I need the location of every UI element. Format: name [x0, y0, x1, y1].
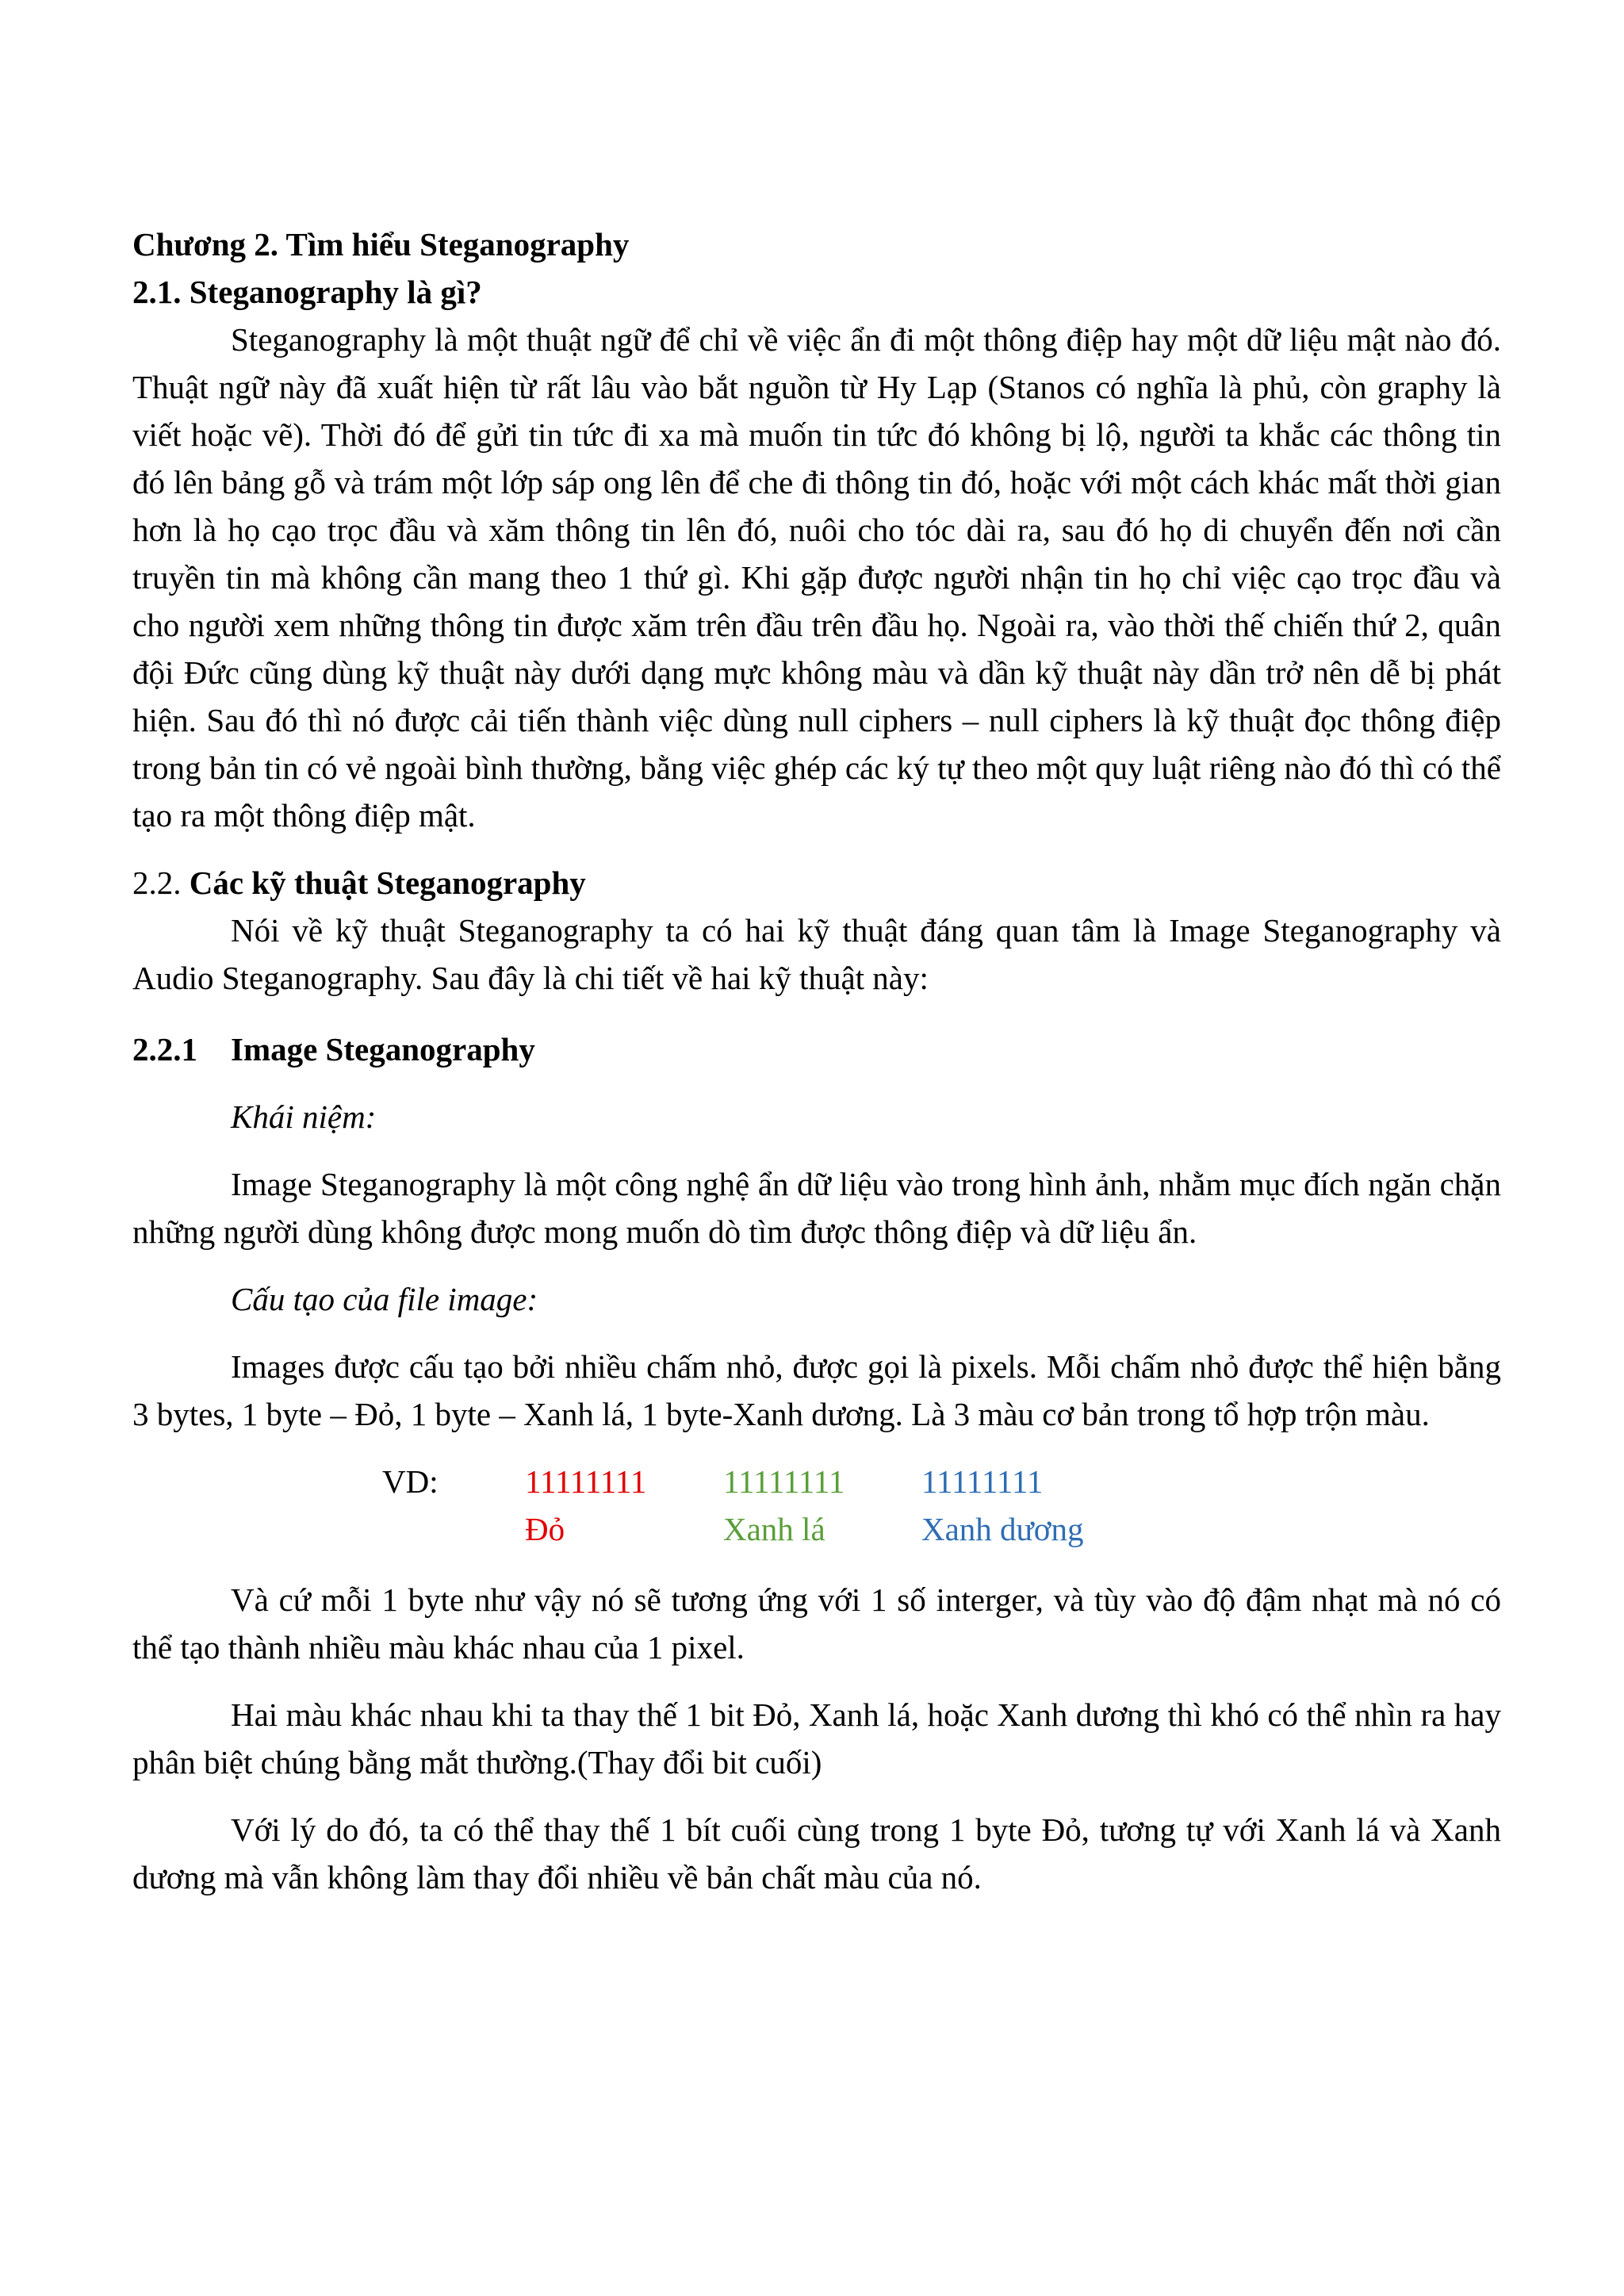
red-byte-bits: 11111111 — [525, 1463, 647, 1500]
section-2-2-1-title: Image Steganography — [231, 1031, 535, 1068]
reason-paragraph: Với lý do đó, ta có thể thay thế 1 bít cuối cùng trong 1 byte Đỏ, tương tự với Xanh lá và Xanh dương mà vẫn không làm thay đổi nhiều về bản chất màu của nó. — [132, 1811, 1501, 1895]
section-2-1-title: 2.1. Steganography là gì? — [132, 274, 482, 310]
section-2-2-1-heading — [132, 1025, 1501, 1073]
green-color-name: Xanh lá — [723, 1511, 825, 1547]
red-color-name: Đỏ — [525, 1511, 565, 1547]
chapter-title: Chương 2. Tìm hiểu Steganography — [132, 226, 630, 263]
example-label: VD: — [382, 1463, 439, 1500]
green-byte-bits: 11111111 — [723, 1463, 845, 1500]
rgb-example — [132, 1458, 1501, 1556]
blue-color-name: Xanh dương — [921, 1511, 1084, 1547]
section-2-2-heading — [132, 859, 1501, 907]
document-page — [132, 220, 1501, 1901]
section-2-2-title: Các kỹ thuật Steganography — [189, 864, 586, 901]
section-2-2-1-number: 2.2.1 — [132, 1031, 197, 1068]
section-2-2-number: 2.2. — [132, 864, 182, 901]
section-2-1-paragraph: Steganography là một thuật ngữ để chỉ về việc ẩn đi một thông điệp hay một dữ liệu mật nào đó. Thuật ngữ này đã xuất hiện từ rất lâu vào bắt nguồn từ Hy Lạp (Stanos có nghĩa là phủ, còn graphy là viết hoặc vẽ). Thời đó để gửi tin tức đi xa mà muốn tin tức đó không bị lộ, người ta khắc các thông tin đó lên bảng gỗ và trám một lớp sáp ong lên để che đi thông tin đó, hoặc với một cách khác mất thời gian hơn là họ cạo trọc đầu và xăm thông tin lên đó, nuôi cho tóc dài ra, sau đó họ di chuyển đến nơi cần truyền tin mà không cần mang theo 1 thứ gì. Khi gặp được người nhận tin họ chỉ việc cạo trọc đầu và cho người xem những thông tin được xăm trên đầu trên đầu họ. Ngoài ra, vào thời thế chiến thứ 2, quân đội Đức cũng dùng kỹ thuật này dưới dạng mực không màu và dần kỹ thuật này dần trở nên dễ bị phát hiện. Sau đó thì nó được cải tiến thành việc dùng null ciphers – null ciphers là kỹ thuật đọc thông điệp trong bản tin có vẻ ngoài bình thường, bằng việc ghép các ký tự theo một quy luật riêng nào đó thì có thể tạo ra một thông điệp mật. — [132, 321, 1501, 834]
structure-label: Cấu tạo của file image: — [231, 1281, 538, 1317]
bit-difference-paragraph: Hai màu khác nhau khi ta thay thế 1 bit Đỏ, Xanh lá, hoặc Xanh dương thì khó có thể nhìn ra hay phân biệt chúng bằng mắt thường.(Thay đổi bit cuối) — [132, 1696, 1501, 1780]
concept-label: Khái niệm: — [231, 1098, 377, 1135]
structure-paragraph: Images được cấu tạo bởi nhiều chấm nhỏ, được gọi là pixels. Mỗi chấm nhỏ được thể hiện bằng 3 bytes, 1 byte – Đỏ, 1 byte – Xanh lá, 1 byte-Xanh dương. Là 3 màu cơ bản trong tổ hợp trộn màu. — [132, 1348, 1501, 1432]
blue-byte-bits: 11111111 — [921, 1463, 1044, 1500]
section-2-2-paragraph: Nói về kỹ thuật Steganography ta có hai kỹ thuật đáng quan tâm là Image Steganography và Audio Steganography. Sau đây là chi tiết về hai kỹ thuật này: — [132, 912, 1501, 996]
byte-paragraph: Và cứ mỗi 1 byte như vậy nó sẽ tương ứng với 1 số interger, và tùy vào độ đậm nhạt mà nó có thể tạo thành nhiều màu khác nhau của 1 pixel. — [132, 1581, 1501, 1665]
concept-paragraph: Image Steganography là một công nghệ ẩn dữ liệu vào trong hình ảnh, nhằm mục đích ngăn chặn những người dùng không được mong muốn dò tìm được thông điệp và dữ liệu ẩn. — [132, 1166, 1501, 1250]
